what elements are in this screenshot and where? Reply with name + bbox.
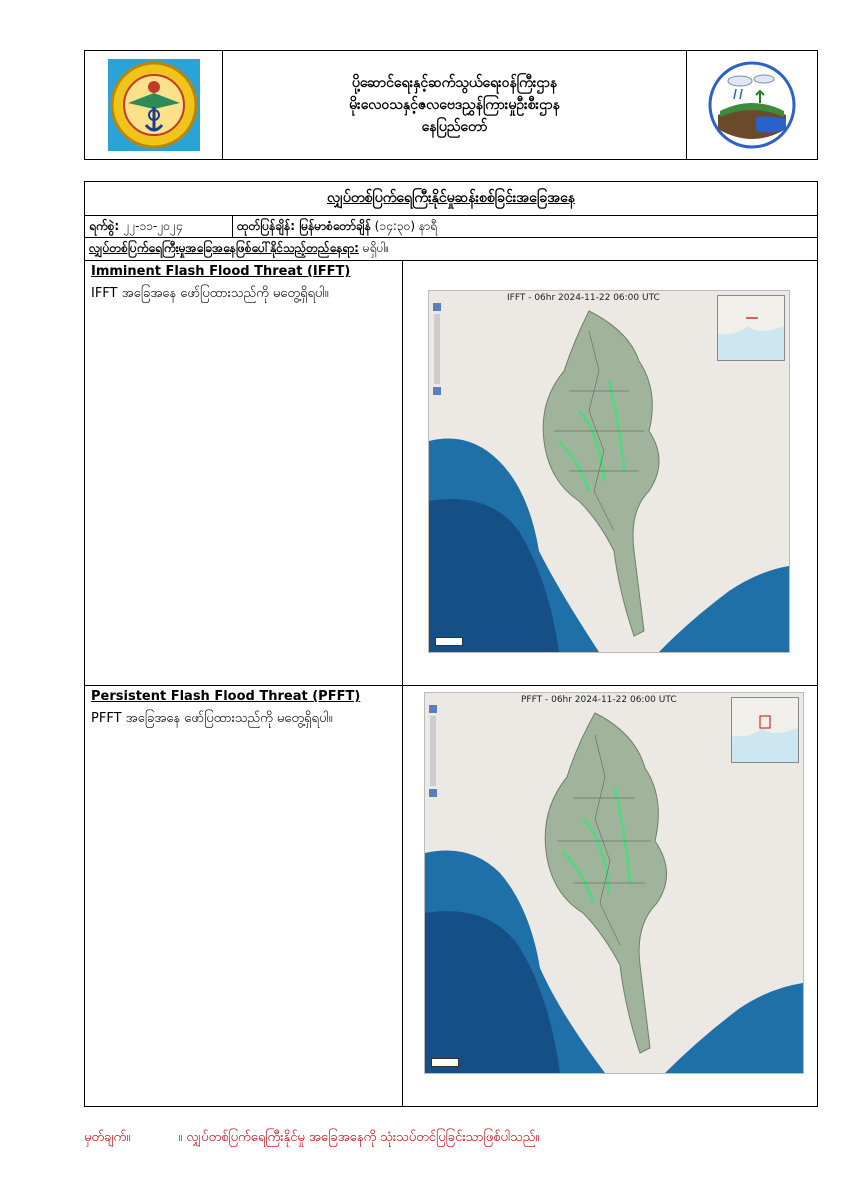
footnote-label: မှတ်ချက်။ bbox=[84, 1130, 131, 1145]
risk-location-row bbox=[85, 238, 817, 261]
table-title-row bbox=[85, 182, 817, 216]
ifft-inset-map bbox=[718, 296, 784, 360]
pfft-zoom-control[interactable] bbox=[429, 705, 437, 805]
pfft-section bbox=[85, 686, 817, 1106]
pfft-zoom-in-button[interactable] bbox=[429, 705, 437, 713]
pfft-map-title: PFFT - 06hr 2024-11-22 06:00 UTC bbox=[521, 695, 677, 705]
ifft-text-cell bbox=[85, 261, 403, 685]
ifft-zoom-slider[interactable] bbox=[434, 314, 440, 384]
pfft-scale-bar bbox=[431, 1058, 459, 1067]
ifft-zoom-in-button[interactable] bbox=[433, 303, 441, 311]
pfft-map bbox=[424, 692, 804, 1074]
dmh-logo-cell bbox=[687, 51, 817, 159]
date-value: ၂၂-၁၁-၂၀၂၄ bbox=[123, 218, 183, 233]
risk-location-label: လျှပ်တစ်ပြက်ရေကြီးမှုအခြေအနေဖြစ်ပေါ်နိုင်သည့်တည်နေရာ: bbox=[89, 241, 359, 255]
footnote bbox=[84, 1129, 539, 1148]
letterhead bbox=[84, 50, 818, 160]
assessment-table bbox=[84, 181, 818, 1107]
ifft-zoom-out-button[interactable] bbox=[433, 387, 441, 395]
ministry-logo-cell bbox=[85, 51, 223, 159]
ifft-zoom-control[interactable] bbox=[433, 303, 441, 403]
date-issue-row bbox=[85, 216, 817, 238]
risk-location-value: မရှိပါ။ bbox=[362, 241, 390, 255]
ifft-description: IFFT အခြေအနေ ဖော်ပြထားသည်ကို မတွေ့ရှိရပါ။ bbox=[91, 286, 329, 301]
issue-cell bbox=[233, 216, 817, 237]
ifft-overview-inset bbox=[717, 295, 785, 361]
table-title: လျှပ်တစ်ပြက်ရေကြီးနိုင်မှုဆန်းစစ်ခြင်းအခြေအနေ bbox=[327, 190, 575, 206]
ifft-map-title: IFFT - 06hr 2024-11-22 06:00 UTC bbox=[507, 293, 660, 303]
pfft-text-cell bbox=[85, 686, 403, 1106]
city-name: နေပြည်တော် bbox=[421, 119, 488, 135]
ifft-heading: Imminent Flash Flood Threat (IFFT) bbox=[91, 264, 351, 279]
date-label: ရက်စွဲ: bbox=[89, 218, 120, 233]
ifft-scale-bar bbox=[435, 637, 463, 646]
ministry-name: ပို့ဆောင်ရေးနှင့်ဆက်သွယ်ရေးဝန်ကြီးဌာန bbox=[351, 75, 558, 91]
letterhead-title bbox=[223, 51, 687, 159]
ministry-emblem-icon bbox=[106, 57, 202, 153]
pfft-map-cell bbox=[403, 686, 817, 1106]
pfft-description: PFFT အခြေအနေ ဖော်ပြထားသည်ကို မတွေ့ရှိရပါ။ bbox=[91, 711, 333, 726]
pfft-heading: Persistent Flash Flood Threat (PFFT) bbox=[91, 689, 361, 704]
pfft-zoom-out-button[interactable] bbox=[429, 789, 437, 797]
pfft-inset-map bbox=[732, 698, 798, 762]
ifft-section bbox=[85, 261, 817, 686]
ifft-map bbox=[428, 290, 790, 653]
footnote-text: ။ လျှပ်တစ်ပြက်ရေကြီးနိုင်မှု အခြေအနေကို သုံးသပ်တင်ပြခြင်းသာဖြစ်ပါသည်။ bbox=[178, 1130, 540, 1145]
ifft-map-cell bbox=[403, 261, 817, 685]
pfft-overview-inset bbox=[731, 697, 799, 763]
issue-time-value: (၁၄:၃၀) နာရီ bbox=[374, 218, 437, 233]
hydrological-cycle-logo-icon bbox=[706, 59, 798, 151]
pfft-zoom-slider[interactable] bbox=[430, 716, 436, 786]
department-name: မိုးလေဝသနှင့်ဇလဗေဒညွှန်ကြားမှုဦးစီးဌာန bbox=[349, 97, 560, 113]
date-cell bbox=[85, 216, 233, 237]
issue-time-label: ထုတ်ပြန်ချိန်: မြန်မာစံတော်ချိန် bbox=[237, 218, 371, 233]
